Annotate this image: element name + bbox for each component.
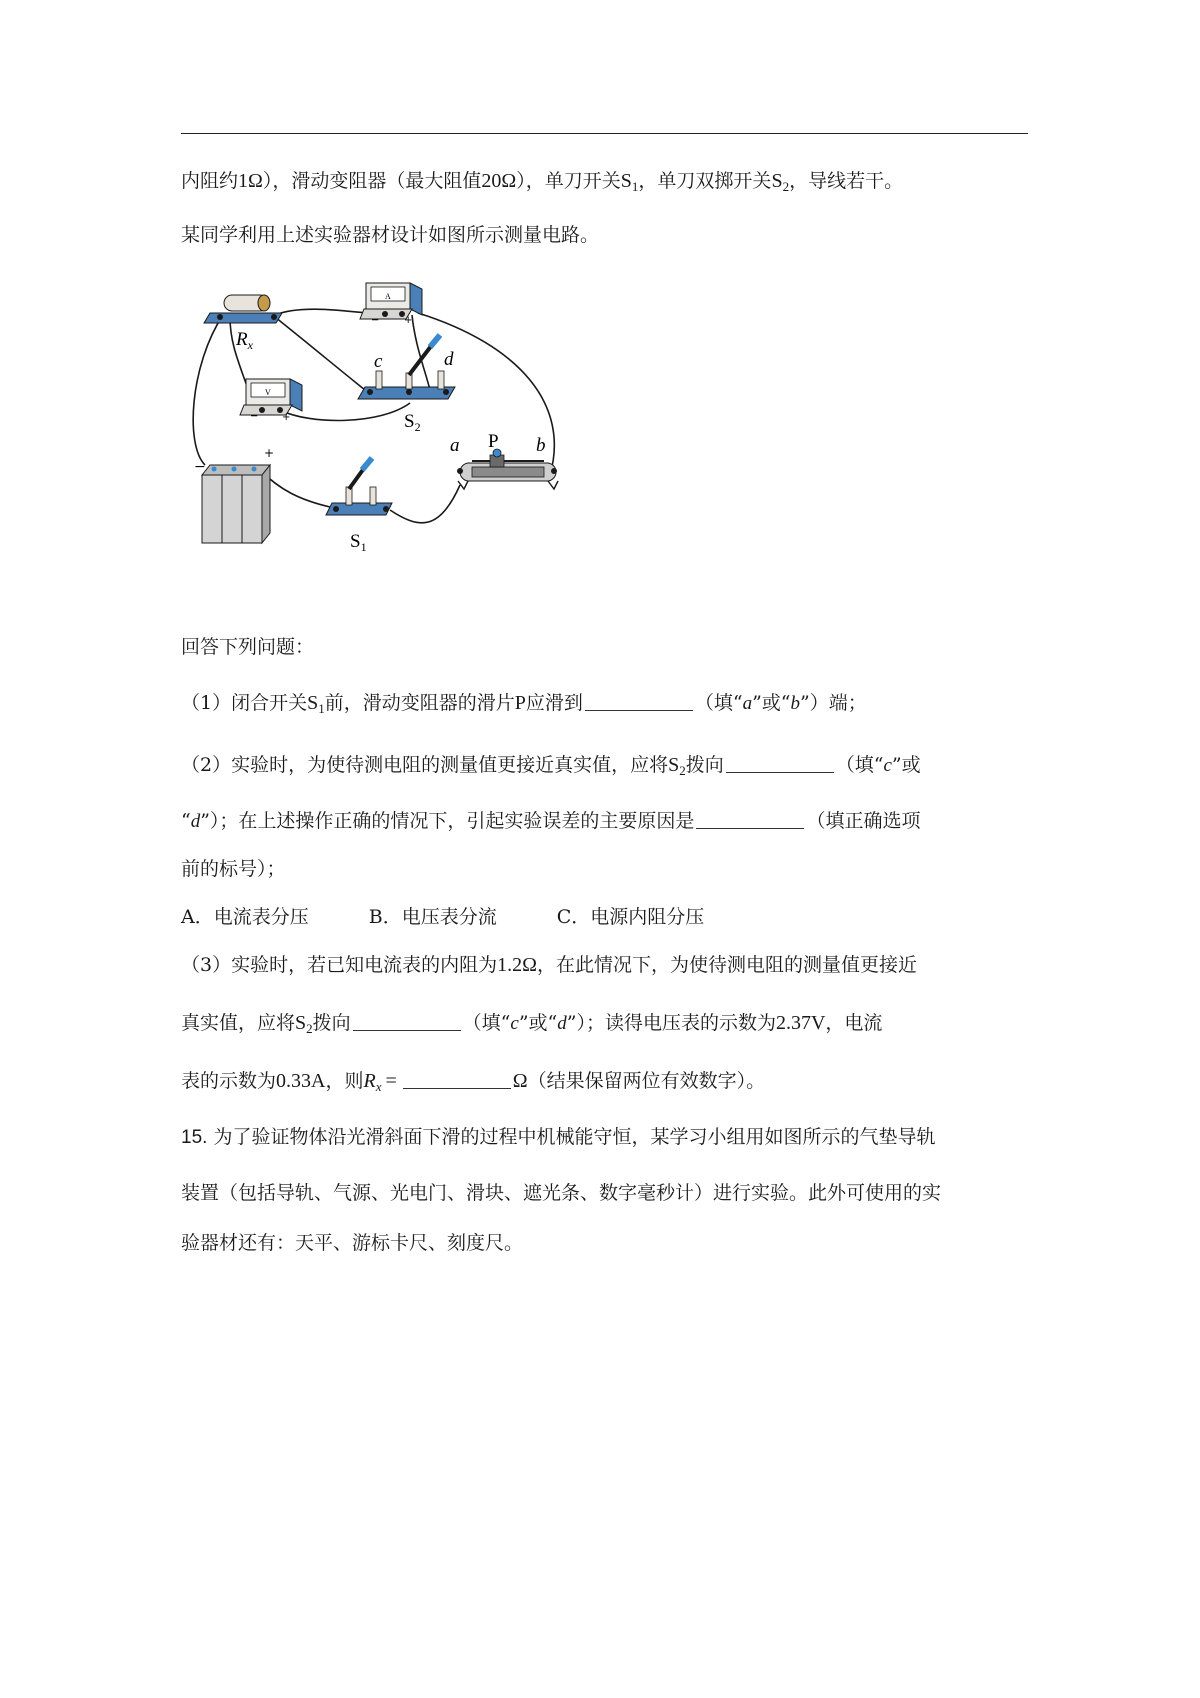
ammeter [360,283,422,319]
options-row [181,904,764,930]
problem-15-line-2: 装置（包括导轨、气源、光电门、滑块、遮光条、数字毫秒计）进行实验。此外可使用的实 [181,1182,942,1204]
switch-s1 [326,458,392,515]
label-a: a [450,435,460,456]
option-a[interactable]: A．电流表分压 [181,906,309,928]
label-s1: $S_1$ [350,531,367,554]
label-rx: $R_x$ [236,329,253,352]
answer-blank-2a[interactable] [726,754,834,773]
problem-15-line-1: 15. 为了验证物体沿光滑斜面下滑的过程中机械能守恒，某学习小组用如图所示的气垫导轨 [181,1126,936,1148]
battery-minus: − [194,459,206,475]
switch-s2 [358,335,455,399]
question-2-line-1: （2）实验时，为使待测电阻的测量值更接近真实值，应将$S_2$拨向 （填“c”或 [181,754,921,778]
circuit-diagram [190,275,610,583]
answer-blank-3a[interactable] [353,1012,461,1031]
label-d: d [444,349,454,370]
label-s2: $S_2$ [404,411,421,434]
answer-blank-2b[interactable] [696,810,804,829]
battery [202,465,270,543]
label-b: b [536,435,546,456]
voltmeter-minus: − [250,411,259,422]
ammeter-minus: − [371,315,380,326]
question-3-line-2: 真实值，应将$S_2$拨向 （填“c”或“d”）；读得电压表的示数为2.37V，电流 [181,1012,883,1036]
question-3-line-1: （3）实验时，若已知电流表的内阻为1.2Ω，在此情况下，为使待测电阻的测量值更接近 [181,954,917,976]
label-p: P [488,431,499,452]
option-c[interactable]: C．电源内阻分压 [556,906,705,928]
battery-plus: + [264,446,275,460]
label-ammeter: A [385,292,391,301]
resistor-rx [204,295,282,323]
question-2-line-2: “d”）；在上述操作正确的情况下，引起实验误差的主要原因是 （填正确选项 [181,810,921,832]
voltmeter-plus: + [282,412,291,423]
wire-s1-rheostat [390,485,460,523]
questions-heading: 回答下列问题： [181,636,315,658]
wire-rx-battery [193,315,223,465]
intro-line-2: 某同学利用上述实验器材设计如图所示测量电路。 [181,224,600,246]
question-3-line-3: 表的示数为0.33A，则$R_x = \Omega$（结果保留两位有效数字）。 [181,1070,766,1094]
label-c: c [374,351,383,372]
problem-15-line-3: 验器材还有：天平、游标卡尺、刻度尺。 [181,1232,524,1254]
answer-blank-1[interactable] [585,692,693,711]
header-rule [181,133,1028,134]
ammeter-plus: + [404,315,413,326]
label-voltmeter: V [265,388,271,397]
question-1: （1）闭合开关$S_1$前，滑动变阻器的滑片P应滑到 （填“a”或“b”）端； [181,692,867,716]
intro-line-1: 内阻约1Ω），滑动变阻器（最大阻值20Ω），单刀开关$S_1$，单刀双掷开关$S_2$，导线若干。 [181,170,904,194]
option-b[interactable]: B．电压表分流 [368,906,497,928]
voltmeter [240,379,302,415]
answer-blank-3b[interactable] [403,1070,511,1089]
question-2-line-3: 前的标号）； [181,858,286,880]
